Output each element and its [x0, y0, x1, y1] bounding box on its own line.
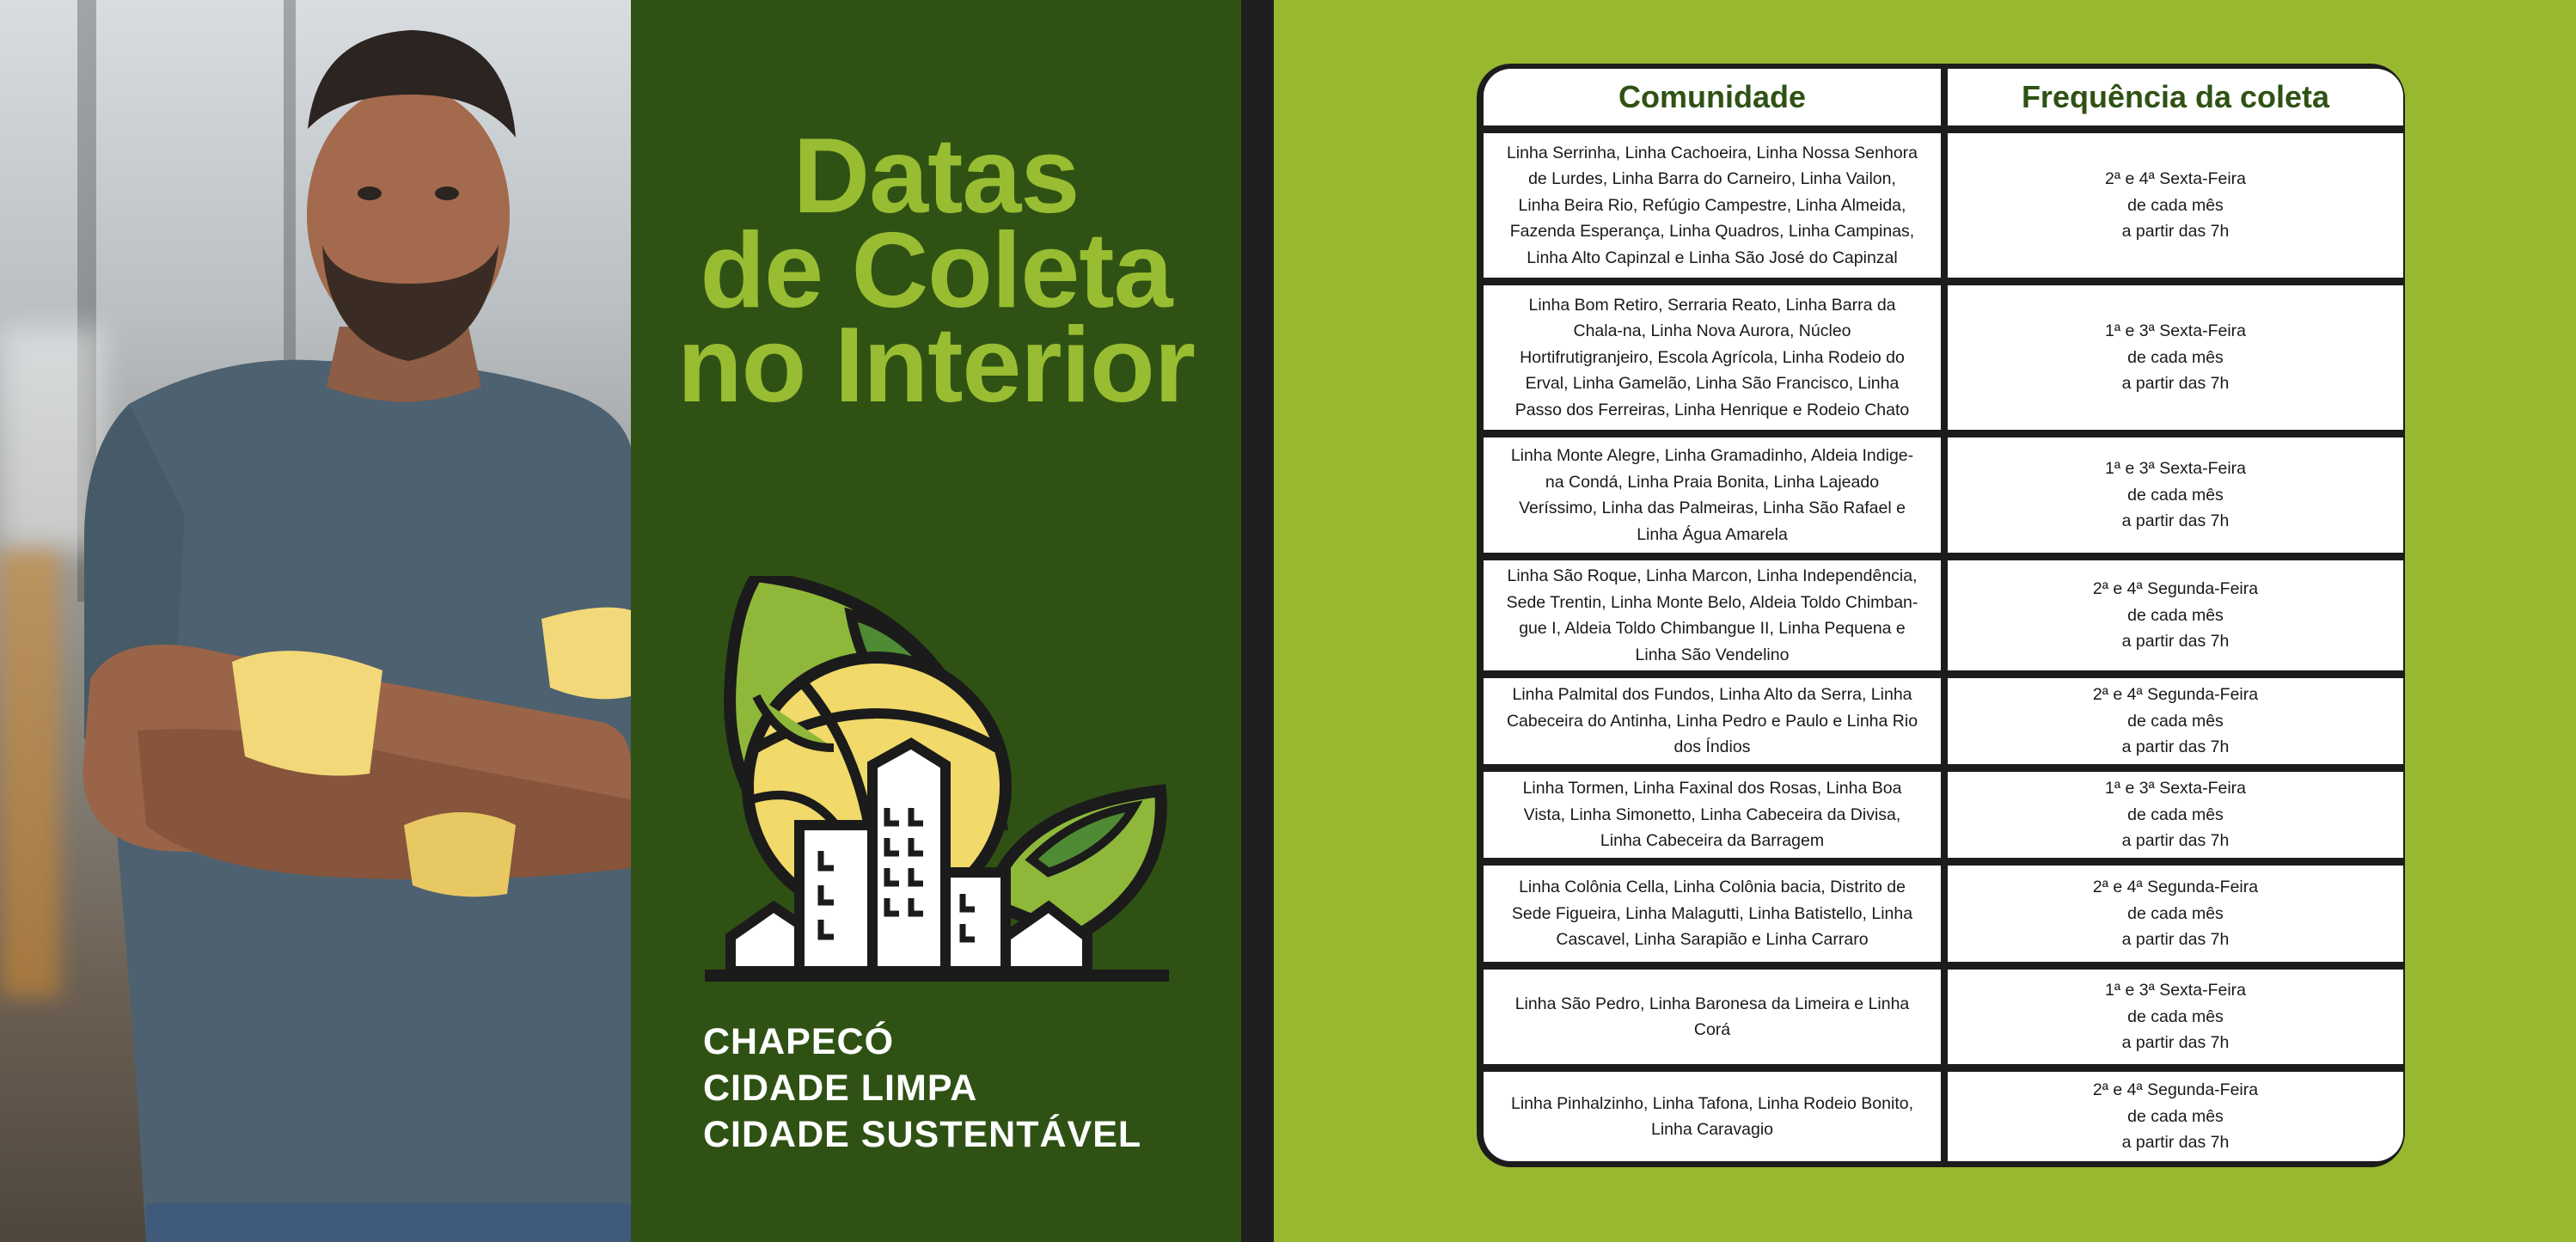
community-cell: Linha Pinhalzinho, Linha Tafona, Linha Rodeio Bonito, Linha Caravagio: [1484, 1072, 1941, 1161]
community-cell: Linha Tormen, Linha Faxinal dos Rosas, Linha Boa Vista, Linha Simonetto, Linha Cabeceira da Divisa, Linha Cabeceira da Barragem: [1484, 772, 1941, 858]
headline: [631, 117, 1241, 425]
headline-line-3: no Interior: [676, 306, 1196, 425]
city-buildings-with-leaves-logo: [705, 576, 1169, 1006]
slogan-line-3: CIDADE SUSTENTÁVEL: [703, 1114, 1142, 1155]
collection-schedule-table: [1477, 64, 2405, 1167]
frequency-cell: 2ª e 4ª Segunda-Feira de cada mês a partir das 7h: [1948, 1072, 2403, 1161]
frequency-cell: 1ª e 3ª Sexta-Feira de cada mês a partir das 7h: [1948, 970, 2403, 1064]
headline-line-1: Datas: [792, 117, 1080, 236]
divider-stripe: [1241, 0, 1274, 1242]
frequency-cell: 2ª e 4ª Sexta-Feira de cada mês a partir das 7h: [1948, 133, 2403, 278]
community-cell: Linha São Pedro, Linha Baronesa da Limeira e Linha Corá: [1484, 970, 1941, 1064]
header-frequency: Frequência da coleta: [1948, 69, 2403, 125]
slogan-line-1: CHAPECÓ: [703, 1021, 895, 1062]
headline-line-2: de Coleta: [700, 211, 1172, 330]
community-cell: Linha Palmital dos Fundos, Linha Alto da Serra, Linha Cabeceira do Antinha, Linha Pedro e Paulo e Linha Rio dos Índios: [1484, 678, 1941, 764]
frequency-cell: 2ª e 4ª Segunda-Feira de cada mês a partir das 7h: [1948, 678, 2403, 764]
community-cell: Linha Monte Alegre, Linha Gramadinho, Aldeia Indige-na Condá, Linha Praia Bonita, Linha Lajeado Veríssimo, Linha das Palmeiras, Linha São Rafael e Linha Água Amarela: [1484, 437, 1941, 553]
community-cell: Linha Colônia Cella, Linha Colônia bacia, Distrito de Sede Figueira, Linha Malagutti, Linha Batistello, Linha Cascavel, Linha Sarapião e Linha Carraro: [1484, 866, 1941, 962]
slogan-line-2: CIDADE LIMPA: [703, 1068, 978, 1109]
header-community: Comunidade: [1484, 69, 1941, 125]
community-cell: Linha Bom Retiro, Serraria Reato, Linha Barra da Chala-na, Linha Nova Aurora, Núcleo Hortifrutigranjeiro, Escola Agrícola, Linha Rodeio do Erval, Linha Gamelão, Linha São Francisco, Linha Passo dos Ferreiras, Linha Henrique e Rodeio Chato: [1484, 285, 1941, 430]
worker-photo: [0, 0, 631, 1242]
frequency-cell: 1ª e 3ª Sexta-Feira de cada mês a partir das 7h: [1948, 772, 2403, 858]
frequency-cell: 1ª e 3ª Sexta-Feira de cada mês a partir das 7h: [1948, 437, 2403, 553]
frequency-cell: 2ª e 4ª Segunda-Feira de cada mês a partir das 7h: [1948, 866, 2403, 962]
frequency-cell: 2ª e 4ª Segunda-Feira de cada mês a partir das 7h: [1948, 560, 2403, 670]
community-cell: Linha São Roque, Linha Marcon, Linha Independência, Sede Trentin, Linha Monte Belo, Aldeia Toldo Chimban-gue I, Aldeia Toldo Chimbangue II, Linha Pequena e Linha São Vendelino: [1484, 560, 1941, 670]
community-cell: Linha Serrinha, Linha Cachoeira, Linha Nossa Senhora de Lurdes, Linha Barra do Carneiro, Linha Vailon, Linha Beira Rio, Refúgio Campestre, Linha Almeida, Fazenda Esperança, Linha Quadros, Linha Campinas, Linha Alto Capinzal e Linha São José do Capinzal: [1484, 133, 1941, 278]
worker-figure: [0, 0, 631, 1242]
slogan: [703, 1019, 1141, 1158]
frequency-cell: 1ª e 3ª Sexta-Feira de cada mês a partir das 7h: [1948, 285, 2403, 430]
